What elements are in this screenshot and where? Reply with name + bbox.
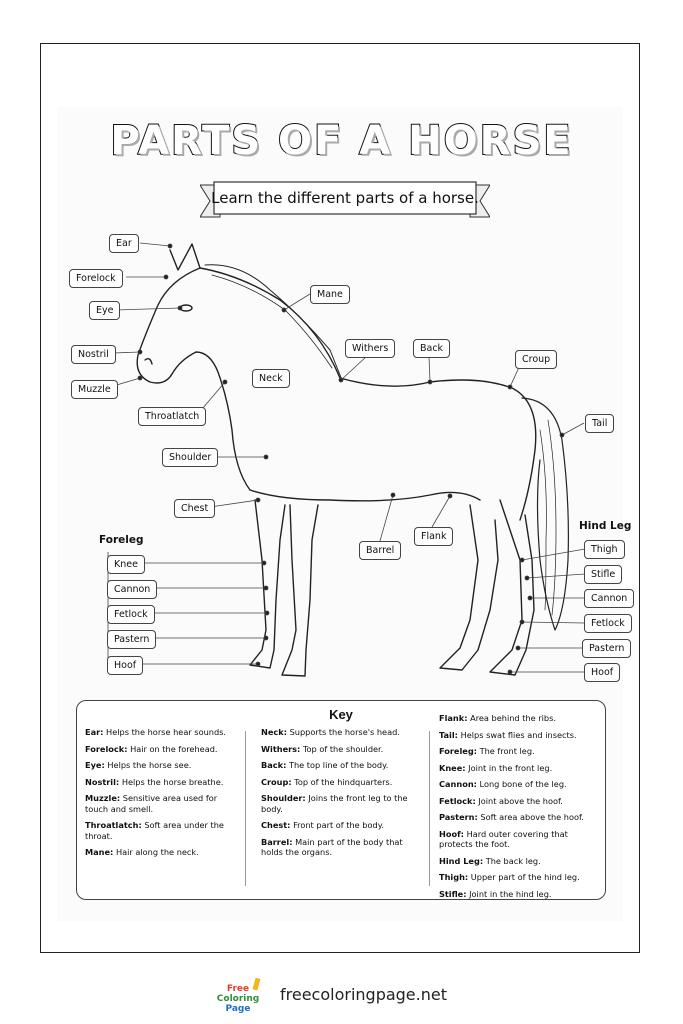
key-item [439, 812, 601, 823]
hindleg-thigh: Thigh [584, 540, 625, 559]
key-definition: Sensitive area used for touch and smell. [85, 793, 218, 814]
key-definition: Main part of the body that holds the organs. [261, 836, 403, 857]
key-term: Hoof: [439, 828, 464, 839]
key-item [439, 730, 601, 741]
label-eye: Eye [89, 301, 120, 320]
key-term: Eye: [85, 760, 105, 770]
hindleg-fetlock: Fetlock [584, 614, 632, 633]
label-mane: Mane [310, 285, 350, 304]
key-item [261, 744, 421, 755]
label-muzzle: Muzzle [71, 380, 118, 399]
hindleg-pastern: Pastern [582, 639, 631, 658]
key-definition: Supports the horse's head. [289, 727, 400, 737]
key-definition: Upper part of the hind leg. [470, 872, 580, 882]
svg-text:Free: Free [226, 984, 250, 994]
key-definition: Front part of the body. [293, 820, 384, 830]
key-item [85, 727, 240, 738]
label-ear: Ear [109, 234, 139, 253]
label-forelock: Forelock [69, 269, 123, 288]
key-definition: Top of the shoulder. [302, 743, 384, 754]
key-definition: Joint in the front leg. [468, 762, 553, 773]
key-term: Forelock: [85, 743, 128, 754]
key-item [439, 779, 601, 790]
key-term: Croup: [261, 776, 292, 787]
key-definition: Joins the front leg to the body. [261, 793, 408, 814]
label-neck: Neck [252, 369, 290, 388]
key-term: Back: [261, 760, 287, 770]
key-item [85, 847, 240, 858]
key-item [439, 713, 601, 724]
key-term: Cannon: [439, 779, 477, 789]
key-item [439, 889, 601, 900]
foreleg-knee: Knee [107, 555, 145, 574]
key-item [439, 872, 601, 883]
key-term: Fetlock: [439, 795, 476, 806]
key-definition: Helps the horse see. [107, 760, 192, 770]
key-definition: Top of the hindquarters. [294, 776, 393, 787]
key-title: Key [329, 707, 353, 722]
key-box [76, 700, 606, 900]
label-throatlatch: Throatlatch [138, 407, 206, 426]
key-item [439, 829, 601, 850]
key-item [85, 744, 240, 755]
key-definition: Helps the horse breathe. [121, 776, 224, 787]
key-item [85, 760, 240, 771]
key-term: Foreleg: [439, 746, 477, 756]
key-definition: Joint in the hind leg. [469, 888, 552, 899]
label-flank: Flank [414, 527, 453, 546]
page-title: PARTS OF A HORSE [110, 118, 573, 164]
foreleg-cannon: Cannon [107, 580, 157, 599]
key-term: Nostril: [85, 776, 120, 787]
key-item [85, 793, 240, 814]
key-column-2 [261, 727, 421, 864]
key-item [261, 727, 421, 738]
foreleg-pastern: Pastern [107, 630, 156, 649]
svg-text:Coloring: Coloring [216, 994, 260, 1004]
key-item [439, 763, 601, 774]
key-item [261, 777, 421, 788]
key-term: Muzzle: [85, 793, 121, 803]
hindleg-cannon: Cannon [584, 589, 634, 608]
foreleg-heading: Foreleg [99, 534, 144, 546]
key-item [85, 820, 240, 841]
key-item [261, 820, 421, 831]
key-definition: Helps the horse hear sounds. [106, 727, 227, 737]
key-item [439, 796, 601, 807]
label-croup: Croup [515, 350, 557, 369]
foreleg-hoof: Hoof [107, 656, 143, 675]
key-definition: Hard outer covering that protects the foot. [439, 828, 568, 849]
key-term: Thigh: [439, 872, 469, 882]
hindleg-hoof: Hoof [584, 663, 620, 682]
svg-text:Page: Page [225, 1004, 251, 1014]
key-divider [429, 731, 430, 886]
key-term: Mane: [85, 847, 114, 857]
key-item [439, 746, 601, 757]
key-column-1 [85, 727, 240, 864]
key-column-3 [439, 713, 601, 905]
key-definition: Area behind the ribs. [470, 713, 556, 723]
key-definition: The top line of the body. [288, 760, 389, 770]
label-back: Back [413, 339, 450, 358]
key-term: Throatlatch: [85, 820, 142, 830]
key-term: Flank: [439, 713, 468, 723]
key-definition: Soft area above the hoof. [480, 812, 584, 822]
label-barrel: Barrel [359, 541, 401, 560]
key-item [261, 837, 421, 858]
key-term: Shoulder: [261, 793, 306, 803]
key-definition: Long bone of the leg. [479, 779, 567, 789]
key-term: Withers: [261, 743, 301, 754]
key-term: Knee: [439, 762, 466, 773]
key-term: Chest: [261, 820, 291, 830]
key-item [439, 856, 601, 867]
key-term: Tail: [439, 729, 458, 740]
label-nostril: Nostril [71, 345, 116, 364]
key-definition: Joint above the hoof. [478, 795, 563, 806]
key-term: Ear: [85, 727, 104, 737]
key-term: Neck: [261, 727, 287, 737]
free-coloring-page-logo [212, 978, 264, 1014]
site-url[interactable]: freecoloringpage.net [280, 985, 447, 1004]
key-term: Hind Leg: [439, 855, 484, 866]
label-shoulder: Shoulder [162, 448, 218, 467]
key-definition: Soft area under the throat. [85, 820, 224, 841]
foreleg-fetlock: Fetlock [107, 605, 155, 624]
hindleg-stifle: Stifle [584, 565, 622, 584]
key-term: Stifle: [439, 888, 467, 899]
key-definition: The front leg. [479, 746, 535, 756]
key-item [85, 777, 240, 788]
key-item [261, 793, 421, 814]
label-withers: Withers [345, 339, 395, 358]
key-term: Barrel: [261, 836, 293, 847]
key-divider [245, 731, 246, 886]
key-term: Pastern: [439, 812, 478, 822]
key-item [261, 760, 421, 771]
hindleg-heading: Hind Leg [579, 520, 632, 532]
label-chest: Chest [174, 499, 215, 518]
key-definition: Hair on the forehead. [130, 743, 218, 754]
subtitle: Learn the different parts of a horse. [211, 189, 479, 207]
key-definition: The back leg. [485, 855, 541, 866]
label-tail: Tail [585, 414, 614, 433]
key-definition: Hair along the neck. [115, 847, 199, 857]
key-definition: Helps swat flies and insects. [460, 729, 577, 740]
